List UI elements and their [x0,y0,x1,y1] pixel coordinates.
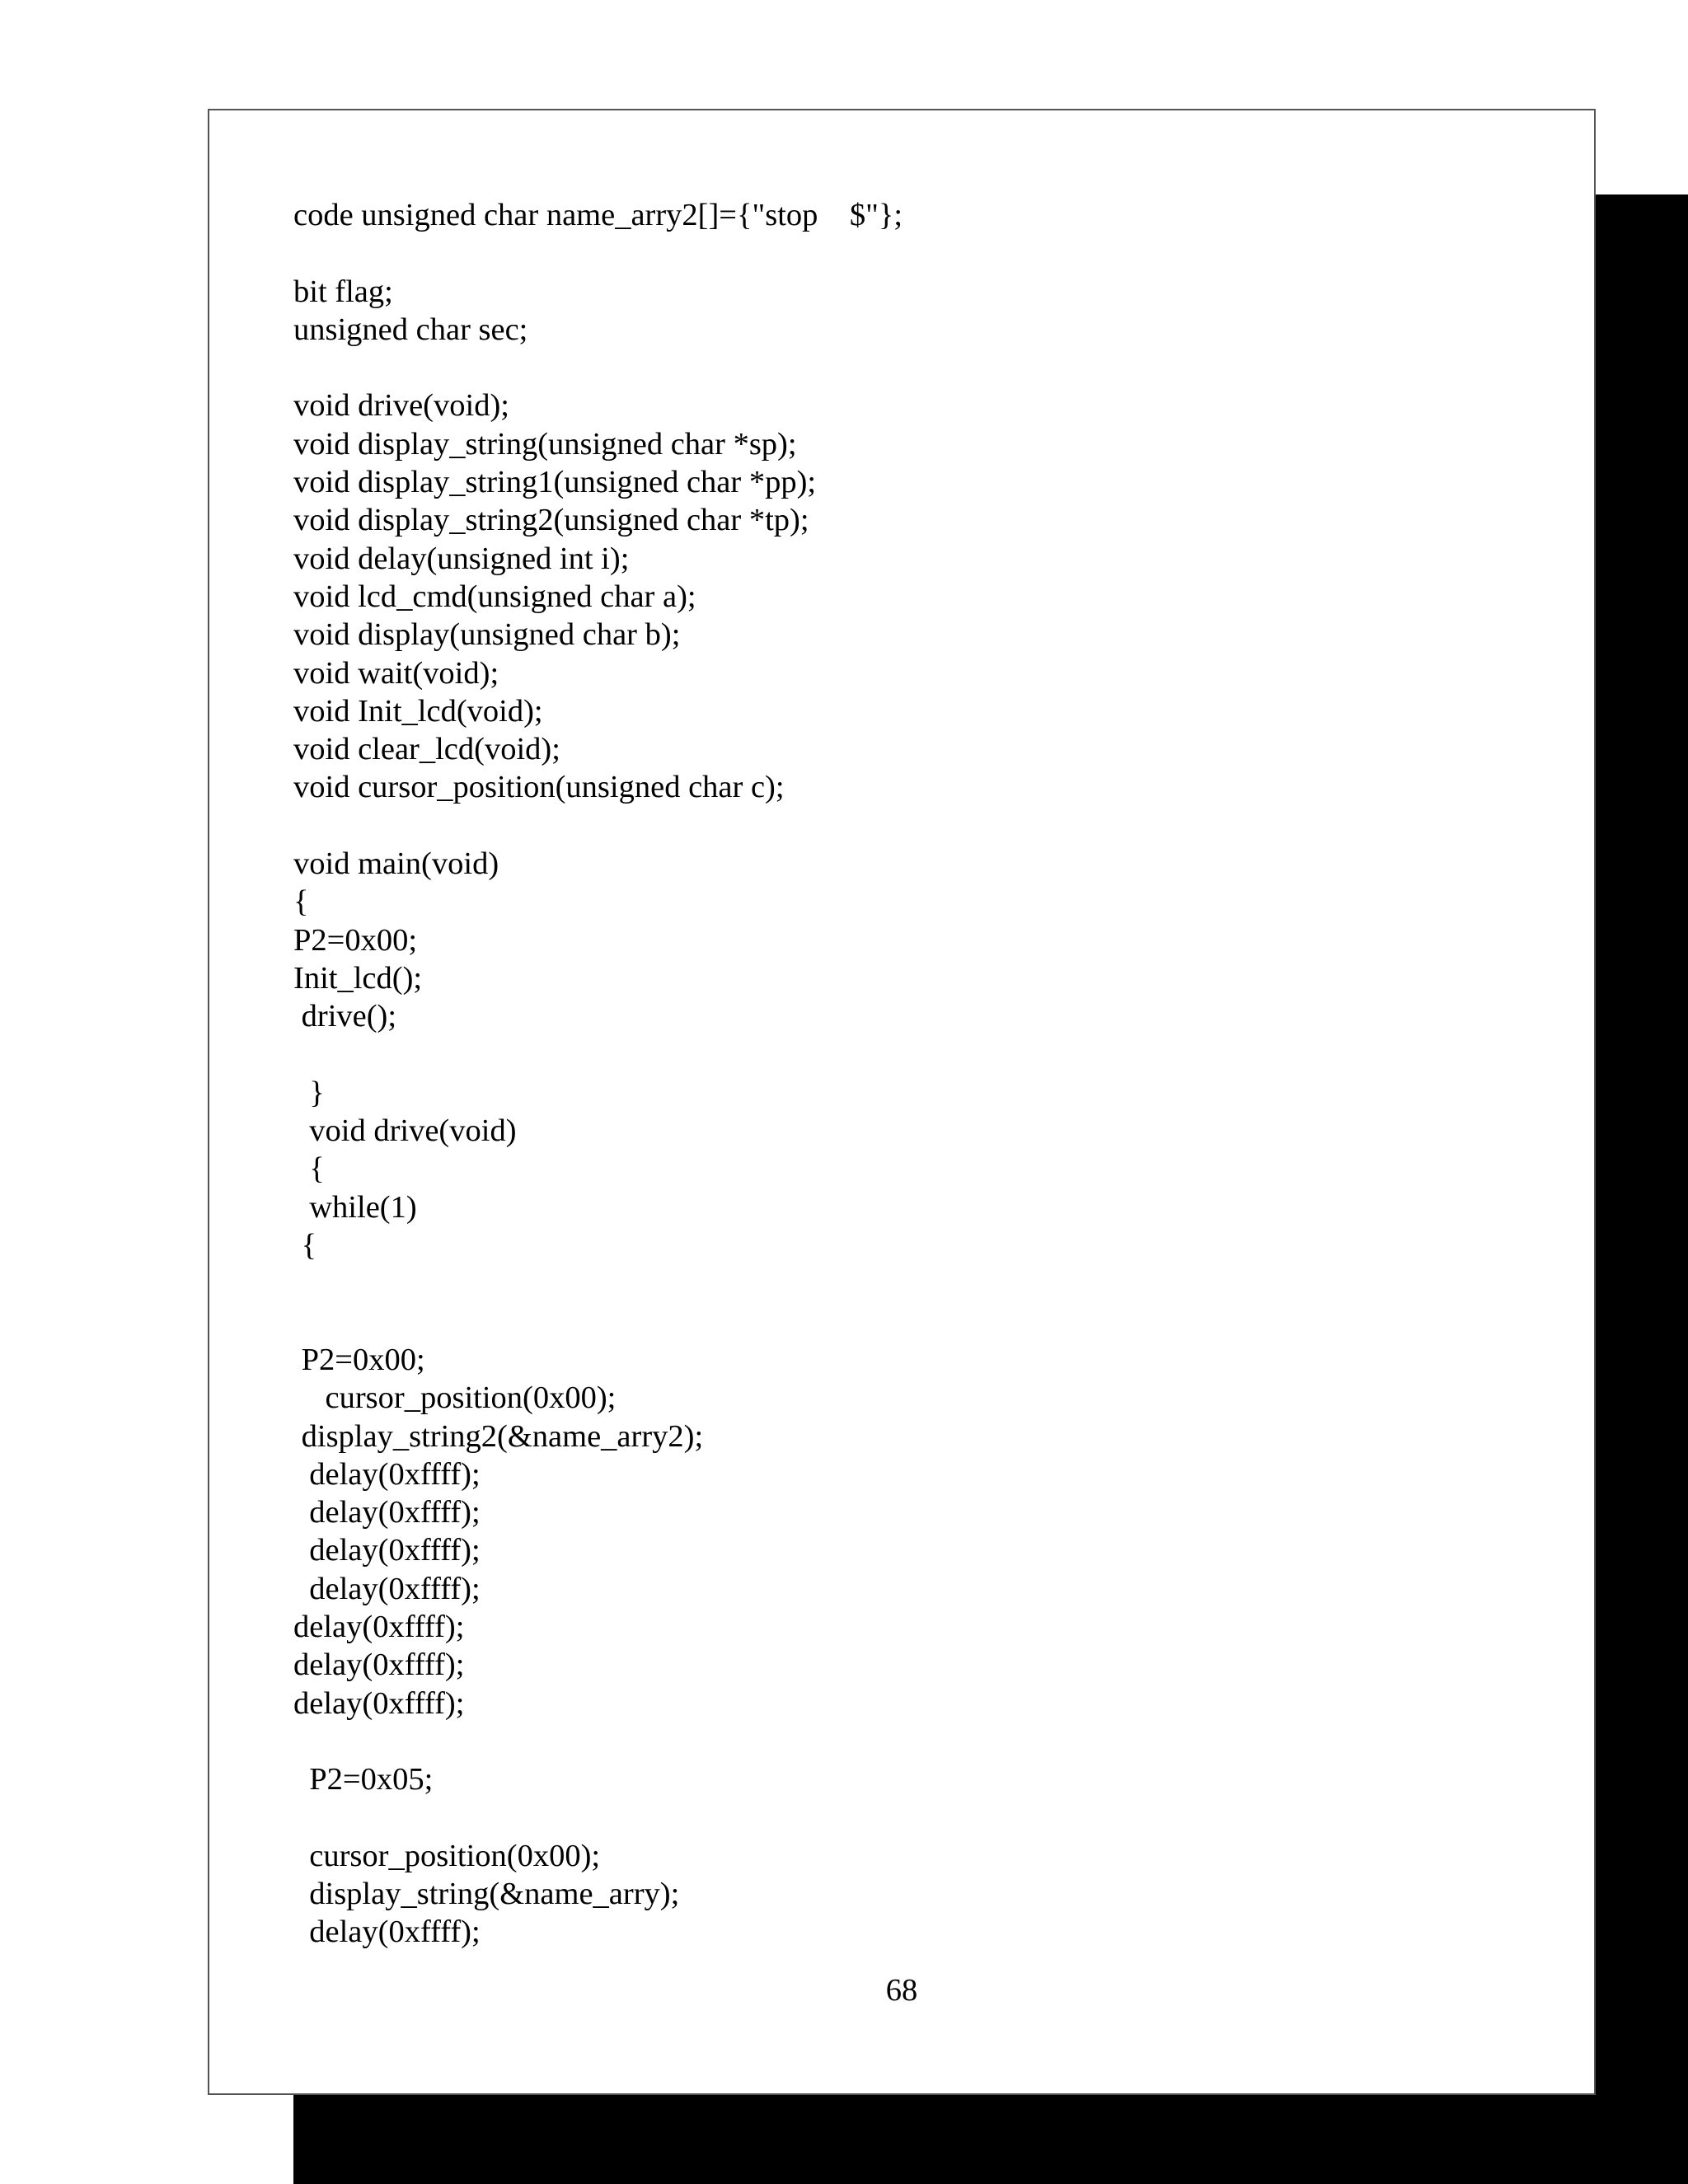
code-line: P2=0x05; [293,1762,434,1797]
code-line: bit flag; [293,274,393,309]
code-line: void display_string1(unsigned char *pp); [293,465,817,500]
blank-line [293,1722,1530,1760]
code-line: void clear_lcd(void); [293,732,560,767]
code-line: void drive(void) [293,1113,517,1149]
code-line: void lcd_cmd(unsigned char a); [293,579,696,614]
code-line: delay(0xffff); [293,1647,465,1683]
code-line: cursor_position(0x00); [293,1380,617,1416]
code-line: delay(0xffff); [293,1571,481,1606]
code-line: } [293,1075,325,1110]
code-line: { [293,1228,317,1263]
blank-line [293,1798,1530,1836]
code-line: void wait(void); [293,655,499,691]
blank-line [293,1303,1530,1341]
page-number: 68 [885,1973,918,2008]
code-line: void display_string(unsigned char *sp); [293,426,797,462]
code-line: void display(unsigned char b); [293,617,681,653]
code-line: while(1) [293,1189,417,1225]
code-line: void delay(unsigned int i); [293,541,630,576]
code-line: display_string(&name_arry); [293,1877,680,1912]
blank-line [293,234,1530,272]
code-line: delay(0xffff); [293,1495,481,1530]
blank-line [293,807,1530,845]
code-line: delay(0xffff); [293,1915,481,1950]
code-line: { [293,1151,325,1187]
code-line: void main(void) [293,846,499,882]
code-line: Init_lcd(); [293,960,423,996]
code-line: code unsigned char name_arry2[]={"stop $"}; [293,198,903,232]
code-line: void drive(void); [293,388,509,424]
code-line: delay(0xffff); [293,1685,465,1721]
code-line: P2=0x00; [293,1342,425,1377]
code-line: void Init_lcd(void); [293,693,543,729]
code-line: cursor_position(0x00); [293,1838,601,1873]
code-line: P2=0x00; [293,922,418,958]
blank-line [293,349,1530,387]
code-line: unsigned char sec; [293,312,528,347]
code-listing [293,196,1530,1952]
blank-line [293,1036,1530,1074]
blank-line [293,1264,1530,1302]
code-line: void display_string2(unsigned char *tp); [293,503,809,538]
code-line: delay(0xffff); [293,1456,481,1492]
code-line: delay(0xffff); [293,1609,465,1644]
code-line: drive(); [293,999,397,1034]
code-line: void cursor_position(unsigned char c); [293,770,785,805]
code-line: { [293,884,309,920]
code-line: delay(0xffff); [293,1533,481,1568]
code-line: display_string2(&name_arry2); [293,1418,704,1454]
